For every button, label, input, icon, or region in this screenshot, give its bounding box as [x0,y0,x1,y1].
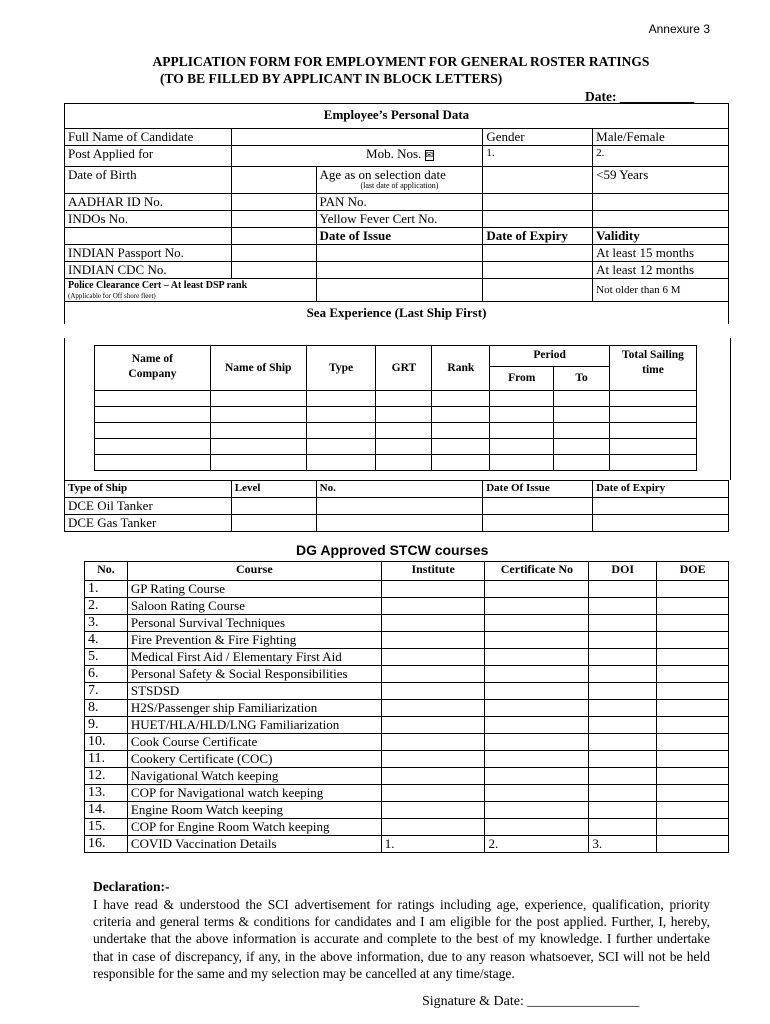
cdc-doe[interactable] [483,262,593,279]
age-field[interactable] [483,167,593,194]
course-col-doi: DOI [589,562,657,581]
sea-col-rank: Rank [432,346,490,391]
sea-col-grt: GRT [376,346,432,391]
police-doe[interactable] [483,279,593,302]
course-name: HUET/HLA/HLD/LNG Familiarization [127,717,381,734]
course-cert-no[interactable] [485,802,589,819]
course-cert-no[interactable] [485,717,589,734]
date-of-issue-header: Date of Issue [316,228,483,245]
course-cert-no[interactable] [485,615,589,632]
course-no: 2. [85,598,128,615]
course-cert-no[interactable] [485,751,589,768]
course-name: H2S/Passenger ship Familiarization [127,700,381,717]
course-doe[interactable] [657,717,729,734]
course-doi[interactable]: 3. [589,836,657,853]
signature-date-field[interactable]: Signature & Date: ________________ [422,994,640,1009]
course-doi[interactable] [589,768,657,785]
course-doe[interactable] [657,751,729,768]
course-row [85,836,729,853]
course-row [85,785,729,802]
mob-field-2[interactable]: 2. [593,146,729,167]
course-row [85,768,729,785]
course-col-no: No. [85,562,128,581]
personal-data-header: Employee’s Personal Data [65,104,729,129]
course-name: Saloon Rating Course [127,598,381,615]
sea-col-type: Type [306,346,376,391]
course-row [85,700,729,717]
full-name-label: Full Name of Candidate [65,129,232,146]
police-doi[interactable] [316,279,483,302]
course-col-course: Course [127,562,381,581]
course-doi[interactable] [589,581,657,598]
course-institute[interactable] [381,598,485,615]
passport-doe[interactable] [483,245,593,262]
course-row [85,632,729,649]
course-doi[interactable] [589,683,657,700]
course-institute[interactable] [381,615,485,632]
course-row [85,598,729,615]
course-no: 12. [85,768,128,785]
dob-field[interactable] [231,167,316,194]
course-no: 4. [85,632,128,649]
sea-row[interactable] [95,439,697,455]
course-doe[interactable] [657,632,729,649]
course-cert-no[interactable] [485,581,589,598]
age-limit: <59 Years [593,167,729,194]
course-cert-no[interactable] [485,683,589,700]
aadhar-field[interactable] [231,194,316,211]
course-row [85,819,729,836]
course-institute[interactable] [381,632,485,649]
dce-oil-label: DCE Oil Tanker [65,498,232,515]
indos-label: INDOs No. [65,211,232,228]
course-institute[interactable] [381,581,485,598]
course-doe[interactable] [657,836,729,853]
course-no: 8. [85,700,128,717]
pan-field[interactable] [483,194,593,211]
course-name: Cook Course Certificate [127,734,381,751]
mob-label: Mob. Nos. ✉ [316,146,483,167]
course-institute[interactable] [381,785,485,802]
post-field[interactable] [231,146,316,167]
passport-field[interactable] [231,245,316,262]
course-cert-no[interactable] [485,632,589,649]
sea-col-period: Period [490,346,610,367]
passport-doi[interactable] [316,245,483,262]
yellow-fever-field[interactable] [483,211,593,228]
course-doi[interactable] [589,785,657,802]
sea-row[interactable] [95,391,697,407]
course-no: 5. [85,649,128,666]
course-no: 7. [85,683,128,700]
date-of-expiry-header: Date of Expiry [483,228,593,245]
course-name: COVID Vaccination Details [127,836,381,853]
cdc-doi[interactable] [316,262,483,279]
course-doe[interactable] [657,598,729,615]
course-no: 3. [85,615,128,632]
course-doi[interactable] [589,819,657,836]
course-institute[interactable]: 1. [381,836,485,853]
course-name: GP Rating Course [127,581,381,598]
aadhar-label: AADHAR ID No. [65,194,232,211]
course-cert-no[interactable] [485,785,589,802]
course-institute[interactable] [381,768,485,785]
course-row [85,717,729,734]
course-doi[interactable] [589,598,657,615]
course-institute[interactable] [381,802,485,819]
course-cert-no[interactable] [485,700,589,717]
course-row [85,802,729,819]
course-name: Medical First Aid / Elementary First Aid [127,649,381,666]
course-no: 13. [85,785,128,802]
course-name: Engine Room Watch keeping [127,802,381,819]
indos-field[interactable] [231,211,316,228]
dce-level-header: Level [231,481,316,498]
course-institute[interactable] [381,734,485,751]
dce-no-header: No. [316,481,483,498]
passport-validity: At least 15 months [593,245,729,262]
sea-col-from: From [490,366,554,390]
dg-courses-title: DG Approved STCW courses [296,542,489,558]
course-doi[interactable] [589,615,657,632]
course-cert-no[interactable]: 2. [485,836,589,853]
personal-data-table [64,103,729,324]
course-no: 16. [85,836,128,853]
mob-icon: ✉ [425,150,434,160]
form-subtitle: (TO BE FILLED BY APPLICANT IN BLOCK LETTERS) [160,71,503,86]
gender-value: Male/Female [593,129,729,146]
declaration-title: Declaration:- [93,879,170,894]
course-doe[interactable] [657,802,729,819]
course-institute[interactable] [381,717,485,734]
course-cert-no[interactable] [485,666,589,683]
course-no: 11. [85,751,128,768]
course-name: COP for Navigational watch keeping [127,785,381,802]
course-no: 9. [85,717,128,734]
dce-doi-header: Date Of Issue [483,481,593,498]
course-cert-no[interactable] [485,734,589,751]
course-institute[interactable] [381,819,485,836]
course-doi[interactable] [589,632,657,649]
passport-label: INDIAN Passport No. [65,245,232,262]
course-doi[interactable] [589,700,657,717]
sea-col-to: To [554,366,610,390]
course-doe[interactable] [657,666,729,683]
date-field[interactable]: Date: ___________ [585,89,695,104]
course-name: Navigational Watch keeping [127,768,381,785]
course-doe[interactable] [657,785,729,802]
course-doe[interactable] [657,581,729,598]
course-col-institute: Institute [381,562,485,581]
course-cert-no[interactable] [485,768,589,785]
course-cert-no[interactable] [485,819,589,836]
sea-row[interactable] [95,407,697,423]
course-name: COP for Engine Room Watch keeping [127,819,381,836]
validity-header: Validity [593,228,729,245]
course-row [85,734,729,751]
age-label: Age as on selection date (last date of application) [316,167,483,194]
course-institute[interactable] [381,751,485,768]
course-col-doe: DOE [657,562,729,581]
course-no: 10. [85,734,128,751]
police-label: Police Clearance Cert – At least DSP rank (Applicable for Off shore fleet) [65,279,317,302]
course-row [85,649,729,666]
course-doe[interactable] [657,734,729,751]
form-title: APPLICATION FORM FOR EMPLOYMENT FOR GENERAL ROSTER RATINGS [152,54,650,69]
course-doe[interactable] [657,819,729,836]
sea-col-ship: Name of Ship [210,346,306,391]
sea-col-total: Total Sailing time [609,346,696,391]
course-row [85,615,729,632]
course-name: Personal Safety & Social Responsibilities [127,666,381,683]
dob-label: Date of Birth [65,167,232,194]
course-row [85,683,729,700]
sea-row[interactable] [95,455,697,471]
course-cert-no[interactable] [485,649,589,666]
sea-experience-table [94,345,697,471]
cdc-label: INDIAN CDC No. [65,262,232,279]
course-institute[interactable] [381,666,485,683]
annexure-label: Annexure 3 [648,22,710,36]
cdc-validity: At least 12 months [593,262,729,279]
course-doe[interactable] [657,649,729,666]
course-row [85,581,729,598]
course-institute[interactable] [381,683,485,700]
pan-label: PAN No. [316,194,483,211]
course-no: 6. [85,666,128,683]
course-name: Cookery Certificate (COC) [127,751,381,768]
post-label: Post Applied for [65,146,232,167]
course-doi[interactable] [589,666,657,683]
course-doi[interactable] [589,649,657,666]
declaration-text: I have read & understood the SCI advertisement for ratings including age, experience, qualification, priority criteria and general terms & conditions for candidates and I am eligible for the post applied. Further, I, hereby, undertake that the above information is accurate and complete to the best of my knowledge. I further undertake that in case of discrepancy, if any, in the above information, due to any reason whatsoever, SCI will not be held responsible for the same and my selection may be cancelled at any time/stage. [93,897,710,981]
dce-type-header: Type of Ship [65,481,232,498]
course-no: 15. [85,819,128,836]
course-doe[interactable] [657,683,729,700]
course-doi[interactable] [589,802,657,819]
dce-table [64,480,729,532]
course-row [85,666,729,683]
course-name: Fire Prevention & Fire Fighting [127,632,381,649]
course-name: STSDSD [127,683,381,700]
course-institute[interactable] [381,649,485,666]
course-doe[interactable] [657,768,729,785]
yellow-fever-label: Yellow Fever Cert No. [316,211,483,228]
course-no: 1. [85,581,128,598]
course-doe[interactable] [657,700,729,717]
course-doi[interactable] [589,734,657,751]
mob-field-1[interactable]: 1. [483,146,593,167]
full-name-field[interactable] [231,129,482,146]
sea-row[interactable] [95,423,697,439]
dce-doe-header: Date of Expiry [593,481,729,498]
course-col-cert: Certificate No [485,562,589,581]
cdc-field[interactable] [231,262,316,279]
course-name: Personal Survival Techniques [127,615,381,632]
sea-col-company: Name of Company [95,346,211,391]
course-doi[interactable] [589,751,657,768]
course-doi[interactable] [589,717,657,734]
police-validity: Not older than 6 M [593,279,729,302]
courses-table [84,561,729,853]
course-cert-no[interactable] [485,598,589,615]
course-doe[interactable] [657,615,729,632]
course-row [85,751,729,768]
course-no: 14. [85,802,128,819]
course-institute[interactable] [381,700,485,717]
gender-label: Gender [483,129,593,146]
dce-gas-label: DCE Gas Tanker [65,515,232,532]
sea-experience-header: Sea Experience (Last Ship First) [65,302,729,325]
